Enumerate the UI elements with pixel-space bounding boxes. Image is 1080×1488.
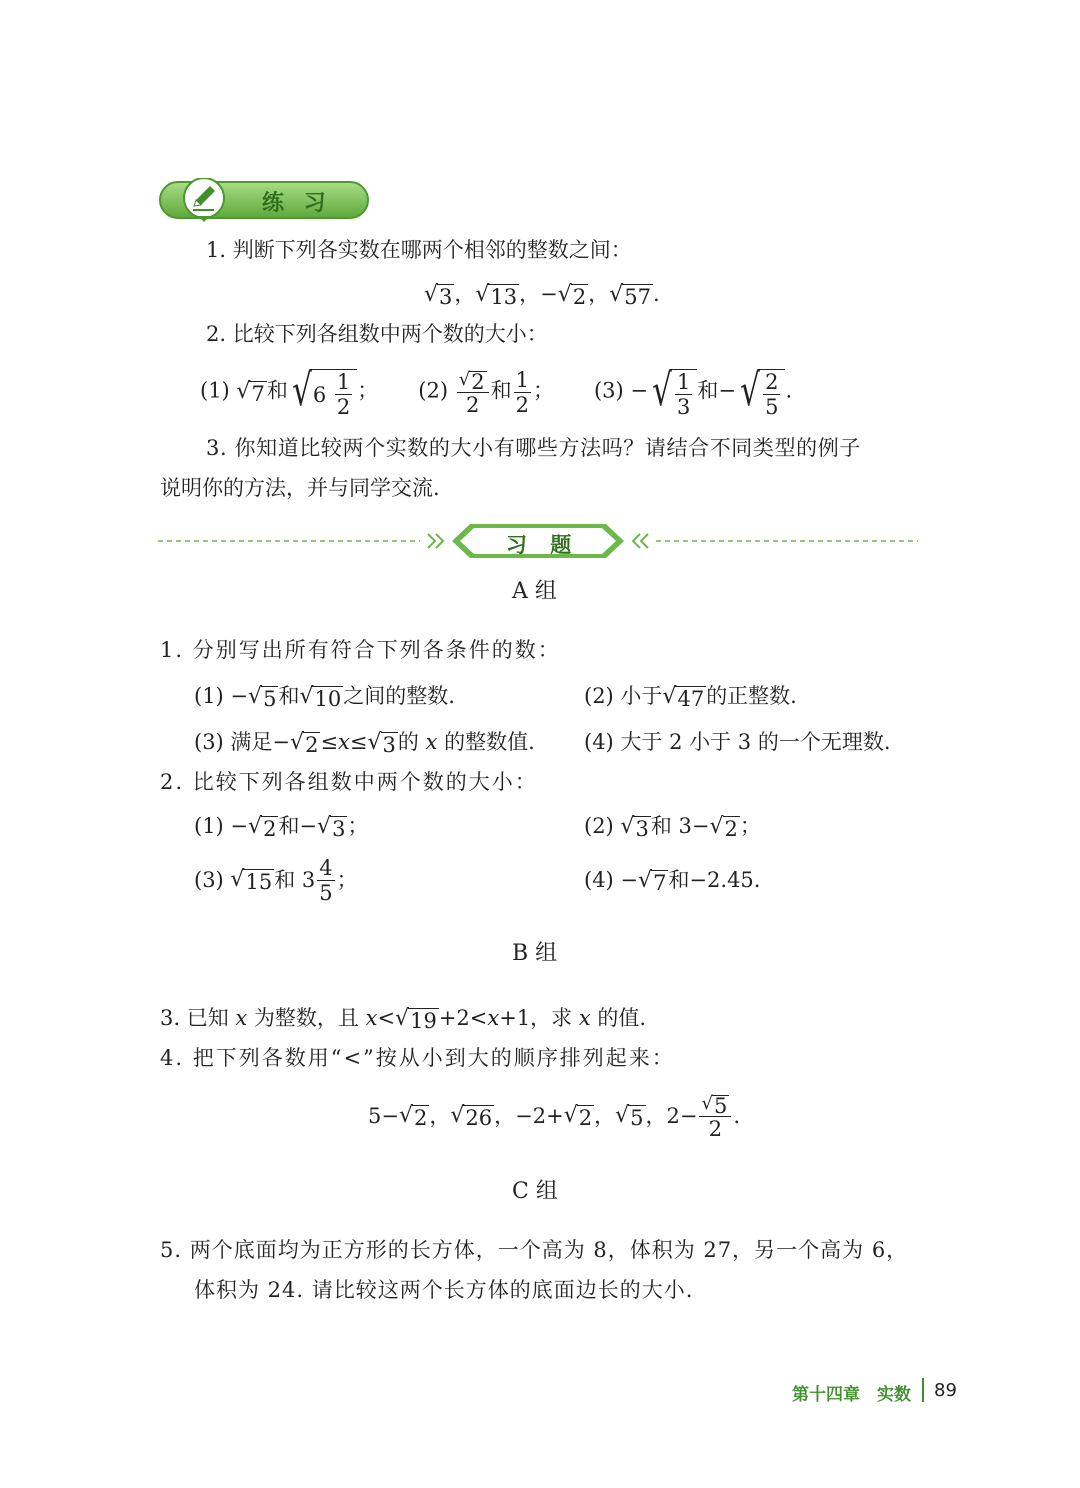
sqrt-3: √ 3 bbox=[424, 282, 453, 309]
practice-q2-items bbox=[200, 364, 792, 420]
c-q5-line1: 5. 两个底面均为正方形的长方体，一个高为 8，体积为 27，另一个高为 6， bbox=[160, 1238, 909, 1262]
b-q4: 4. 把下列各数用“<”按从小到大的顺序排列起来： bbox=[160, 1046, 675, 1070]
practice-q3-line1: 3. 你知道比较两个实数的大小有哪些方法吗？请结合不同类型的例子 bbox=[206, 436, 861, 460]
practice-q1: 1. 判断下列各实数在哪两个相邻的整数之间： bbox=[206, 238, 632, 262]
sqrt-57: √ 57 bbox=[609, 282, 651, 309]
a-q1-item-3: (3) 满足− √ 2 ≤x≤ √ 3 的 x 的整数值. bbox=[194, 730, 535, 757]
page-number: 89 bbox=[934, 1380, 957, 1401]
practice-q3-line2: 说明你的方法，并与同学交流. bbox=[160, 476, 440, 500]
a-q1-item-2: (2) 小于 √ 47 的正整数. bbox=[584, 684, 797, 711]
sqrt-13: √ 13 bbox=[475, 282, 518, 309]
group-b-heading: B 组 bbox=[512, 941, 558, 966]
b-q4-numbers: 5− √ 2 ， √ 26 ，−2+ √ 2 ， √ 5 ，2− √ 5 2 . bbox=[368, 1093, 741, 1141]
exercise-divider bbox=[158, 522, 918, 562]
a-q1-item-4: (4) 大于 2 小于 3 的一个无理数. bbox=[584, 730, 891, 754]
q2-item-1: (1) √ 7 和 √ 6 $\frac{1}{2}$ ； bbox=[200, 365, 379, 419]
b-q3: 3. 已知 x 为整数，且 x< √ 19 +2<x+1，求 x 的值. bbox=[160, 1006, 647, 1033]
a-q2-item-1: (1) − √ 2 和− √ 3 ； bbox=[194, 814, 369, 841]
a-q1-item-1: (1) − √ 5 和 √ 10 之间的整数. bbox=[194, 684, 455, 711]
sqrt-2: √ 2 bbox=[557, 282, 587, 309]
q2-item-3: (3) − √ $\frac{1}{3}$ 和− √ $\frac{2}{5}$ . bbox=[593, 365, 793, 419]
group-c-heading: C 组 bbox=[512, 1179, 558, 1204]
q2-item-2: (2) √ 2 2 和 $\frac{1}{2}$ ； bbox=[418, 367, 554, 417]
a-q1: 1. 分别写出所有符合下列各条件的数： bbox=[160, 638, 561, 662]
group-a-heading: A 组 bbox=[512, 579, 557, 604]
practice-q1-numbers: √ 3 ， √ 13 ，− √ 2 ， √ 57 . bbox=[424, 282, 660, 309]
practice-title: 练 习 bbox=[262, 191, 332, 216]
practice-q2: 2. 比较下列各组数中两个数的大小： bbox=[206, 322, 548, 346]
a-q2-item-2: (2) √ 3 和 3− √ 2 ； bbox=[584, 814, 761, 841]
pencil-icon bbox=[188, 182, 220, 214]
footer-chapter: 第十四章 实数 bbox=[792, 1385, 911, 1405]
footer-divider bbox=[922, 1378, 924, 1402]
c-q5-line2: 体积为 24. 请比较这两个长方体的底面边长的大小. bbox=[194, 1278, 694, 1302]
a-q2-item-4: (4) − √ 7 和−2.45. bbox=[584, 868, 761, 895]
a-q2: 2. 比较下列各组数中两个数的大小： bbox=[160, 770, 538, 794]
practice-badge bbox=[158, 178, 370, 222]
exercise-title: 习 题 bbox=[506, 533, 580, 557]
a-q2-item-3: (3) √ 15 和 3 $\frac{4}{5}$ ； bbox=[194, 855, 358, 905]
